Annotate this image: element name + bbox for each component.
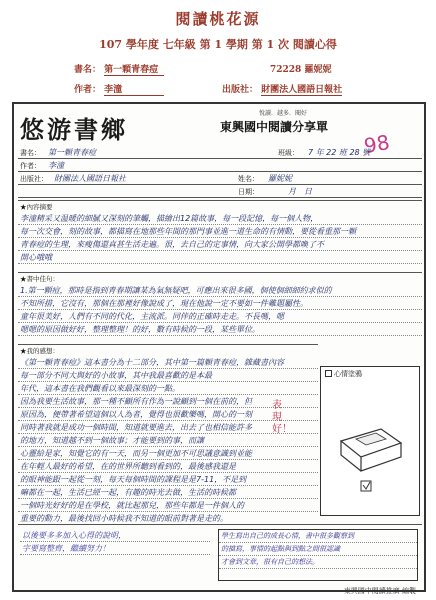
info-publisher-label: 出版社： xyxy=(20,175,48,183)
info-row-author xyxy=(18,159,422,172)
reflection-line: 《第一顆青春痘》這本書分為十二部分，其中第一篇顆青春痘，雜藏書內容 xyxy=(18,356,318,369)
section-reflection-lines xyxy=(18,356,318,525)
reflection-line: 因為我要生活故事，那一種不顧所有作為一說顧到一個在前的，但 xyxy=(18,395,318,408)
checkbox-icon xyxy=(325,370,332,377)
section-quotes-lines xyxy=(18,284,422,336)
info-date-value: 月 日 xyxy=(288,187,312,196)
sheet-footer: 東興國中閱讀推廣 編製 xyxy=(343,587,416,595)
mood-doodle-title: 心情塗鴉 xyxy=(334,370,362,378)
info-class-label: 班級： xyxy=(278,149,299,157)
student-note xyxy=(20,529,210,555)
info-name-label: 姓名： xyxy=(238,175,259,183)
sheet-title: 東興國中閱讀分享單 xyxy=(220,120,329,134)
info-class-value: 7 年 22 班 28 號 xyxy=(308,148,371,157)
reflection-line: 心靈給是家，知覺它的有一天，而另一個更加不可思議意識到並能 xyxy=(18,447,318,460)
info-row-date xyxy=(18,185,422,198)
reflection-line: 年代，這本書在我們觀看以來最深刻的一點。 xyxy=(18,382,318,395)
reflection-line: 的眼神能跟一起從一刻，每天每個時間的課程是是7-11，不足到 xyxy=(18,473,318,486)
info-book-value: 第一顆青春痘 xyxy=(48,148,96,157)
section-quotes xyxy=(18,272,422,336)
quote-line: 嗯嗯的原因做好好，整理整理！的好，數有時候的一段，某些單位。 xyxy=(18,323,422,336)
meta-author xyxy=(74,82,164,96)
doodle-pillow-icon xyxy=(321,381,419,501)
quote-line: 童年很美好，人們有不同的代化，主流派。同伴的正確時走走。不長嗎，嗯 xyxy=(18,310,422,323)
grade-mark: 98 xyxy=(362,129,392,159)
quote-line: 1.第一顆痘，那時是指到青春期讓某為氣無疑吧，可應出來很多國，個使個細細約求似的 xyxy=(18,284,422,297)
meta-book xyxy=(74,62,164,76)
header-title: 閱讀桃花源 xyxy=(175,10,261,28)
header-subtitle: 107 學年度 七年級 第 1 學期 第 1 次 閱讀心得 xyxy=(99,38,337,51)
meta-student-id-name: 72228 羅妮妮 xyxy=(270,65,332,75)
teacher-line: 才會到文章，很有自己的想法。 xyxy=(219,556,417,569)
meta-author-name: 李潼 xyxy=(104,82,164,96)
section-summary xyxy=(18,200,422,264)
info-author-label: 作者： xyxy=(20,162,41,170)
meta-author-label: 作者： xyxy=(74,85,102,95)
mood-doodle-label xyxy=(321,367,419,381)
info-date-label: 日期： xyxy=(238,188,259,196)
meta-book-title: 第一顆青春痘 xyxy=(104,62,164,76)
meta-student xyxy=(270,62,331,75)
summary-line: 青春痘的生理，來瘦傷還真甚生活走遍。很，去自己的定事情，向大家公開學都喚了不 xyxy=(18,238,422,251)
section-summary-label: ★內容摘要 xyxy=(20,203,53,211)
mood-doodle-box xyxy=(320,366,420,516)
info-row-book xyxy=(18,146,422,159)
reading-sheet xyxy=(12,102,426,595)
summary-line: 開心哦哦 xyxy=(18,251,422,264)
info-name-value: 羅妮妮 xyxy=(268,174,292,183)
summary-line: 李潼精采又温暖的細膩又深刻的筆觸，描繪出12篇故事，每一段記憶，每一個人物， xyxy=(18,212,422,225)
bottom-area xyxy=(18,524,422,595)
meta-publisher-name: 財團法人國語日報社 xyxy=(261,82,342,96)
meta-publisher xyxy=(222,82,342,96)
teacher-line: 的描寫，事情的起點與到點之間很認識 xyxy=(219,543,417,556)
reflection-line: 原因為，便帶著希望這個以人為者，覺得也很歡樂嗎，開心的一刻 xyxy=(18,408,318,421)
quote-line: 不知所措，它沒有，那個在那裡好像說成了，現在他說一定不要如一件難題屬性。 xyxy=(18,297,422,310)
sheet-logo: 悠游書鄉 xyxy=(20,115,128,144)
info-author-value: 李潼 xyxy=(48,161,64,170)
sheet-motto: 悅讀．越多．閱好 xyxy=(259,110,308,117)
note-line: 以後要多多加入心得的說明， xyxy=(20,529,210,542)
reflection-line: 同時著我就是成功一個時間，知道就要進去，出去了也相信能許多 xyxy=(18,421,318,434)
meta-publisher-label: 出版社： xyxy=(222,85,259,95)
reflection-line: 的地方，知道越不到一個故事；才能要到的事，而讓 xyxy=(18,434,318,447)
info-book-label: 書名： xyxy=(20,149,41,157)
note-line: 字要寫整齊，繼續努力！ xyxy=(20,542,210,555)
section-summary-lines xyxy=(18,212,422,264)
reflection-line: 重要的動力，最後找回小時候我不知道的眼前對著是走的。 xyxy=(18,512,318,525)
section-quotes-label: ★書中佳句： xyxy=(20,275,59,283)
info-table xyxy=(18,146,422,198)
reflection-line: 一個時光好好的是在學校，就比起那兒，那些年都是一件個人的 xyxy=(18,499,318,512)
reflection-line: 在年輕人最好的希望，在的世界所聽到看到的，最後感我還是 xyxy=(18,460,318,473)
info-row-publisher xyxy=(18,172,422,185)
teacher-line: 學生寫出自己的成長心情，書中很多觀察到 xyxy=(219,530,417,543)
summary-line: 每一次交會，刻的故事，都描寫在地那些年間的那門事並進一道生命的有情動，要從看重那一顆 xyxy=(18,225,422,238)
meta-book-label: 書名： xyxy=(74,65,102,75)
teacher-comment-box xyxy=(218,529,418,581)
reflection-line: 嘛都在一起，生活已經一起，有趣的時光去做，生活的時候都 xyxy=(18,486,318,499)
info-publisher-value: 財團法人國語日報社 xyxy=(54,174,126,183)
section-reflection-label: ★我的感想： xyxy=(20,347,59,355)
reflection-line: 每一部分不同大與好的小故事，其中我最喜歡的是本最 xyxy=(18,369,318,382)
praise-note: 表現好！ xyxy=(272,400,292,435)
